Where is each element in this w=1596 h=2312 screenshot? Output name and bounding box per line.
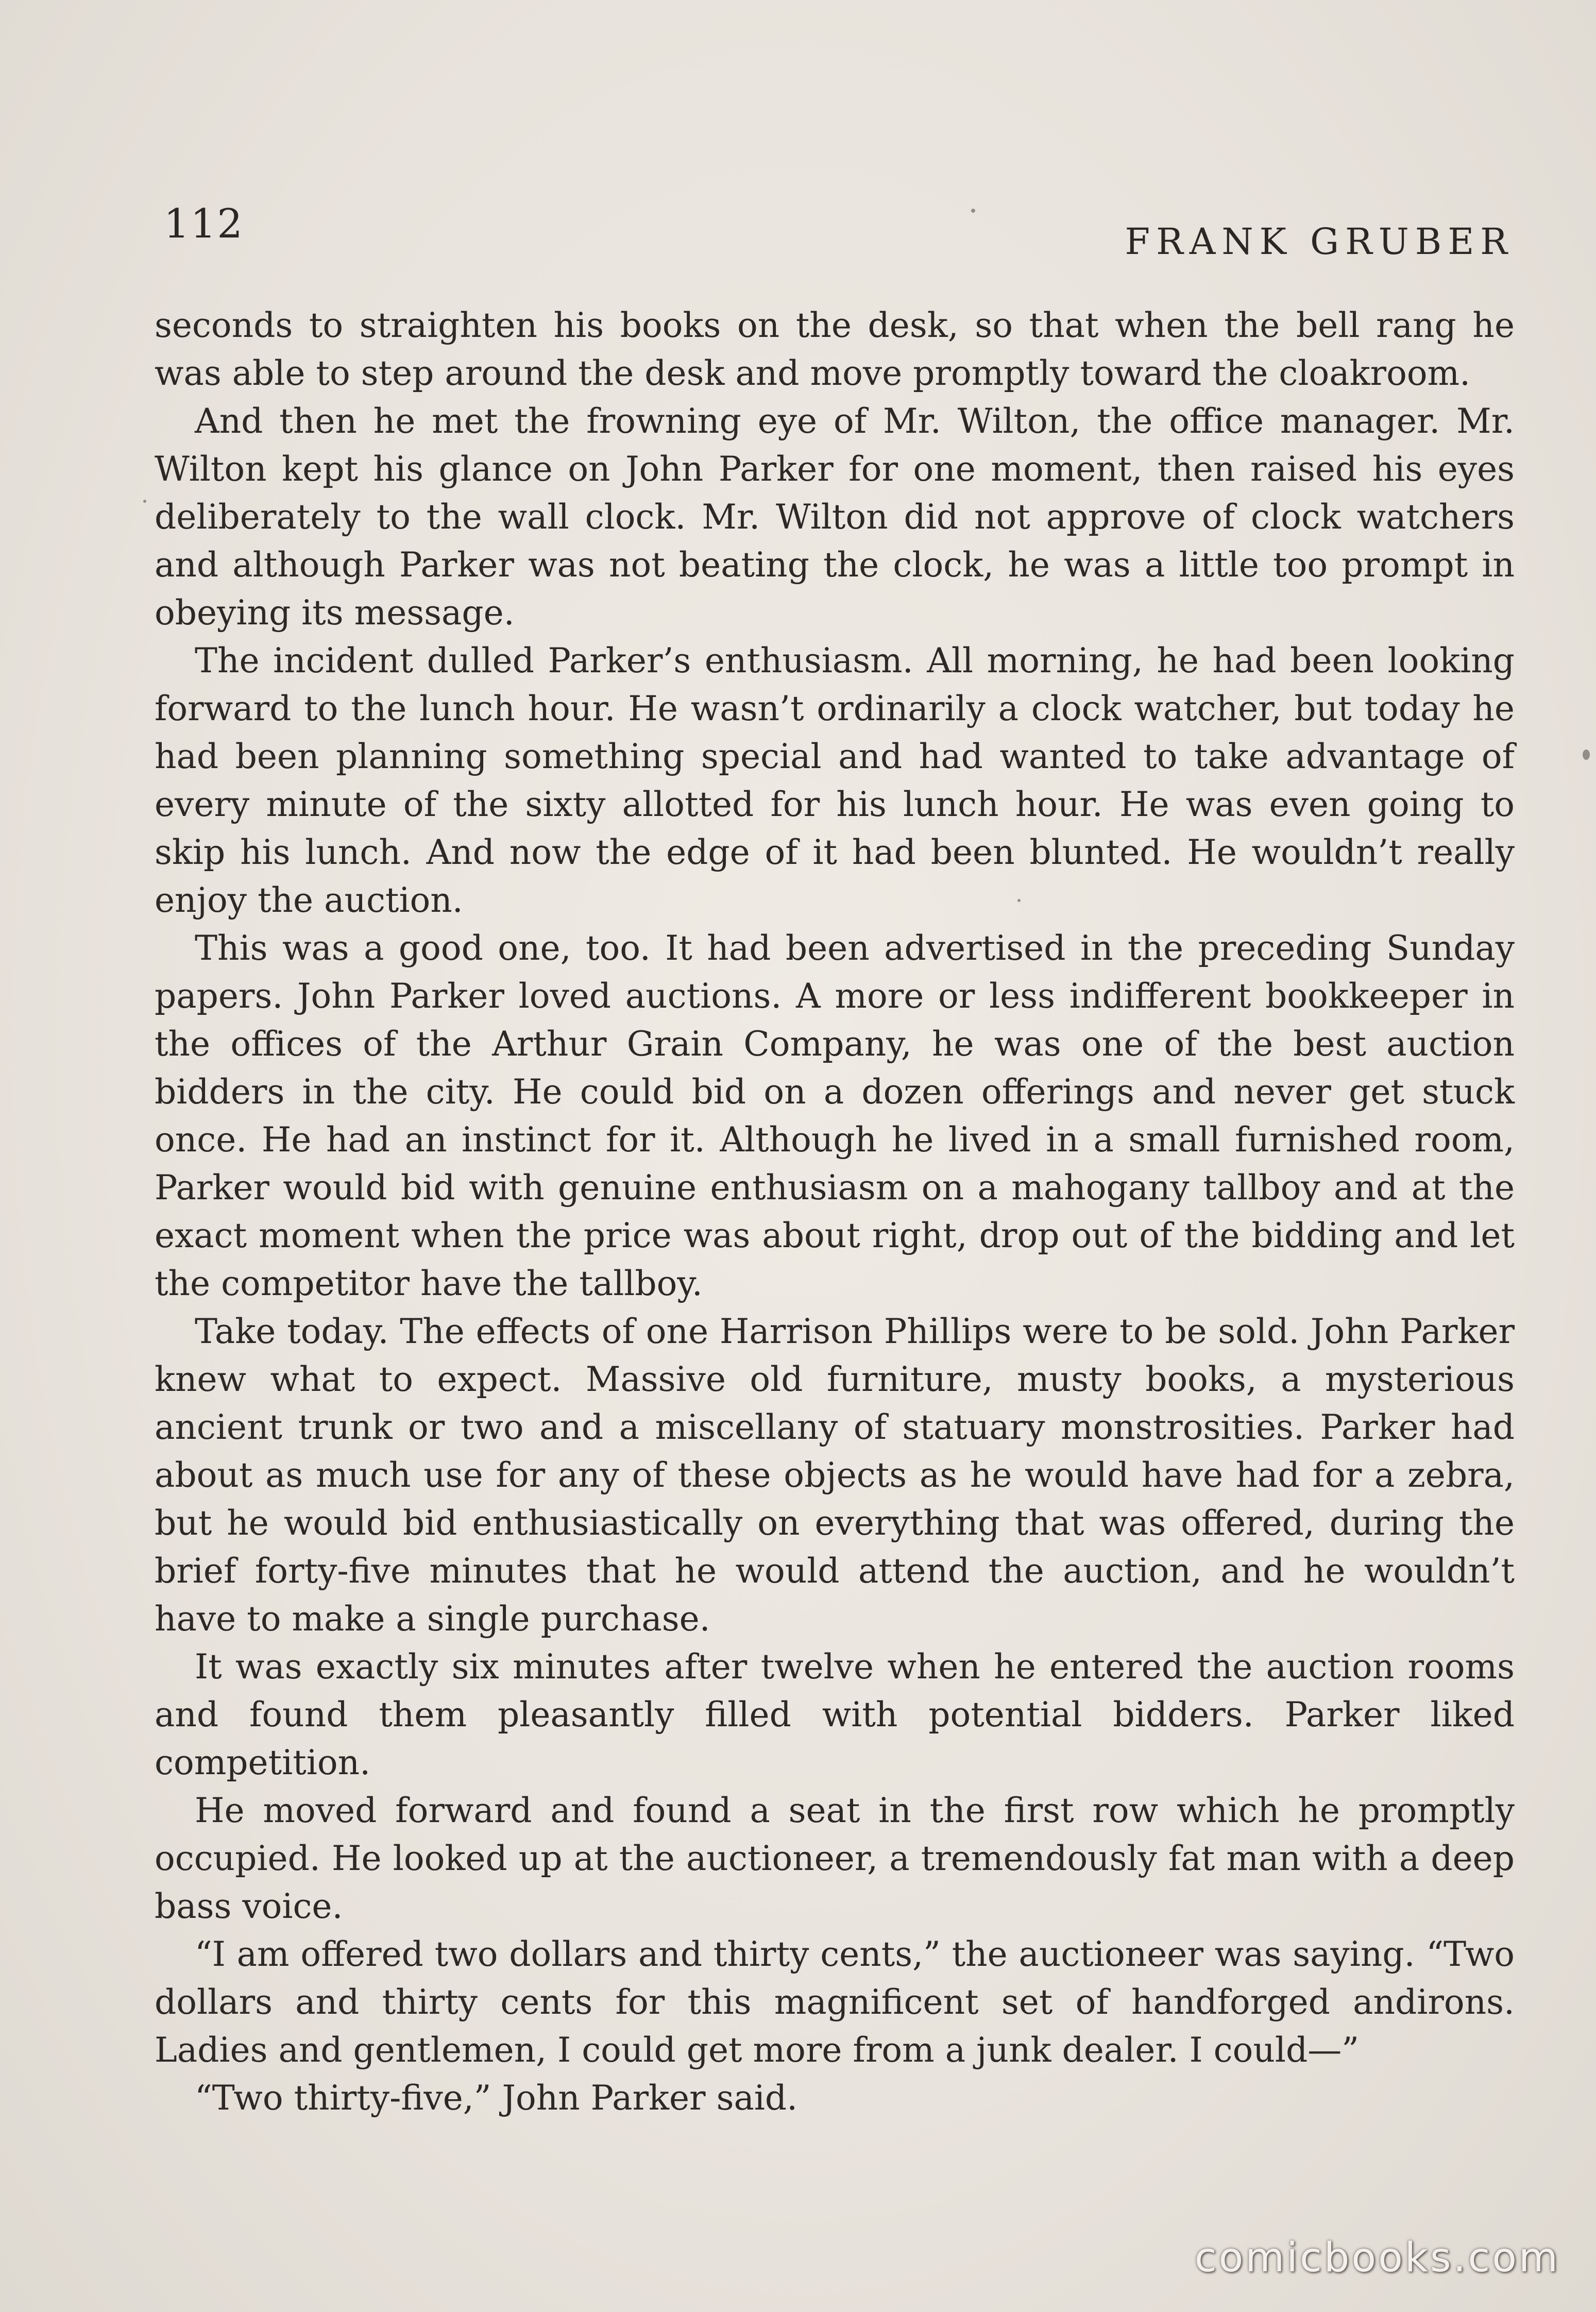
paragraph: “I am offered two dollars and thirty cents,” the auctioneer was saying. “Two dollars and thirty cents for this magnificent set of handforged andirons. Ladies and gentlemen, I could get more from a junk dealer. I could—” (155, 1934, 1515, 2070)
paragraph: And then he met the frowning eye of Mr. Wilton, the office manager. Mr. Wilton kept his glance on John Parker for one moment, then raised his eyes deliberately to the wall clock. Mr. Wilton did not approve of clock watchers and although Parker was not beating the clock, he was a little too prompt in obeying its message. (155, 401, 1515, 633)
paper-speck (1017, 899, 1021, 902)
paper-speck (143, 500, 146, 503)
page-number: 112 (164, 201, 244, 247)
running-head-author: FRANK GRUBER (1125, 220, 1514, 263)
paragraph: The incident dulled Parker’s enthusiasm. All morning, he had been looking forward to the lunch hour. He wasn’t ordinarily a clock watcher, but today he had been planning something special and had wanted to take advantage of every minute of the sixty allotted for his lunch hour. He was even going to skip his lunch. And now the edge of it had been blunted. He wouldn’t really enjoy the auction. (155, 641, 1515, 920)
paragraph: Take today. The effects of one Harrison Phillips were to be sold. John Parker knew what to expect. Massive old furniture, musty books, a mysterious ancient trunk or two and a miscellany of statuary monstrosities. Parker had about as much use for any of these objects as he would have had for a zebra, but he would bid enthusiastically on everything that was offered, during the brief forty-five minutes that he would attend the auction, and he wouldn’t have to make a single purchase. (155, 1312, 1515, 1639)
paragraph: It was exactly six minutes after twelve when he entered the auction rooms and found them pleasantly filled with potential bidders. Parker liked competition. (155, 1647, 1515, 1782)
paragraph: “Two thirty-five,” John Parker said. (195, 2078, 798, 2118)
running-head (164, 196, 1514, 278)
body-text (155, 301, 1515, 2156)
paper-speck (971, 209, 975, 213)
paragraph: This was a good one, too. It had been advertised in the preceding Sunday papers. John Parker loved auctions. A more or less indifferent bookkeeper in the offices of the Arthur Grain Company, he was one of the best auction bidders in the city. He could bid on a dozen offerings and never get stuck once. He had an instinct for it. Although he lived in a small furnished room, Parker would bid with genuine enthusiasm on a mahogany tallboy and at the exact moment when the price was about right, drop out of the bidding and let the competitor have the tallboy. (155, 928, 1515, 1303)
paper-speck (1583, 750, 1590, 760)
watermark: comicbooks.com (1194, 2235, 1560, 2281)
paragraph: seconds to straighten his books on the desk, so that when the bell rang he was able to step around the desk and move promptly toward the cloakroom. (155, 305, 1515, 393)
paragraph: He moved forward and found a seat in the first row which he promptly occupied. He looked up at the auctioneer, a tremendously fat man with a deep bass voice. (155, 1791, 1515, 1926)
